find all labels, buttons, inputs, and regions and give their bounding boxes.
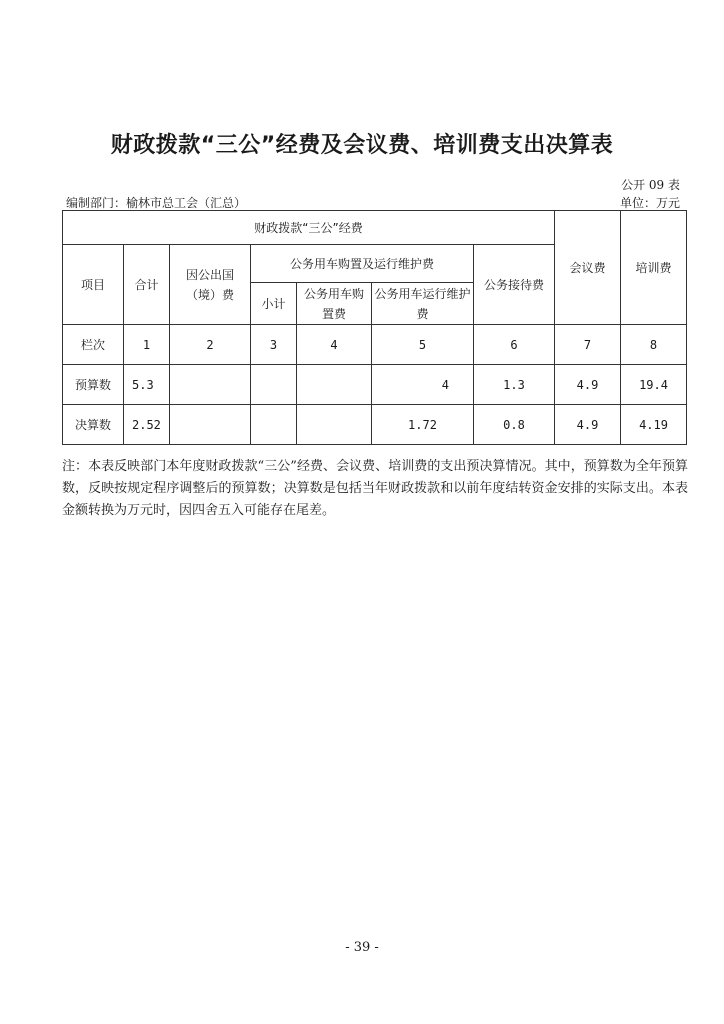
footnote: 注：本表反映部门本年度财政拨款“三公”经费、会议费、培训费的支出预决算情况。其中，预算数为全年预算数，反映按规定程序调整后的预算数；决算数是包括当年财政拨款和以前年度结转资金安排的实际支出。本表金额转换为万元时，因四舍五入可能存在尾差。 xyxy=(62,459,688,518)
header-training: 培训费 xyxy=(621,211,687,325)
cell xyxy=(251,405,297,445)
cell: 4.9 xyxy=(555,365,621,405)
cell: 4.19 xyxy=(621,405,687,445)
cell: 1.72 xyxy=(372,405,474,445)
cell: 4 xyxy=(372,365,474,405)
header-total: 合计 xyxy=(124,245,170,325)
cell: 2.52 xyxy=(124,405,170,445)
cell: 6 xyxy=(474,325,555,365)
cell: 4.9 xyxy=(555,405,621,445)
cell xyxy=(170,365,251,405)
cell xyxy=(251,365,297,405)
cell xyxy=(170,405,251,445)
cell: 2 xyxy=(170,325,251,365)
table-row xyxy=(63,325,687,365)
header-abroad: 因公出国（境）费 xyxy=(170,245,251,325)
cell xyxy=(297,365,372,405)
header-vehicle-operation: 公务用车运行维护费 xyxy=(372,283,474,325)
header-meeting: 会议费 xyxy=(555,211,621,325)
header-subtotal: 小计 xyxy=(251,283,297,325)
table-row xyxy=(63,365,687,405)
header-reception: 公务接待费 xyxy=(474,245,555,325)
cell: 5 xyxy=(372,325,474,365)
row-label-column-index: 栏次 xyxy=(63,325,124,365)
cell: 3 xyxy=(251,325,297,365)
cell: 5.3 xyxy=(124,365,170,405)
unit-label: 单位：万元 xyxy=(619,196,680,210)
cell: 4 xyxy=(297,325,372,365)
header-vehicle-purchase: 公务用车购置费 xyxy=(297,283,372,325)
header-vehicle-group: 公务用车购置及运行维护费 xyxy=(251,245,474,283)
page-number: - 39 - xyxy=(345,940,379,955)
header-item: 项目 xyxy=(63,245,124,325)
row-label-actual: 决算数 xyxy=(63,405,124,445)
cell: 19.4 xyxy=(621,365,687,405)
table-title: 财政拨款“三公”经费及会议费、培训费支出决算表 xyxy=(110,133,614,158)
header-row-1 xyxy=(63,211,687,245)
header-three-public: 财政拨款“三公”经费 xyxy=(63,211,555,245)
cell: 8 xyxy=(621,325,687,365)
cell xyxy=(297,405,372,445)
department-label: 编制部门：榆林市总工会（汇总） xyxy=(66,196,247,210)
table-row xyxy=(63,405,687,445)
form-number: 公开 09 表 xyxy=(621,178,680,192)
cell: 0.8 xyxy=(474,405,555,445)
cell: 1.3 xyxy=(474,365,555,405)
row-label-budget: 预算数 xyxy=(63,365,124,405)
cell: 7 xyxy=(555,325,621,365)
cell: 1 xyxy=(124,325,170,365)
expenditure-table xyxy=(62,210,687,445)
